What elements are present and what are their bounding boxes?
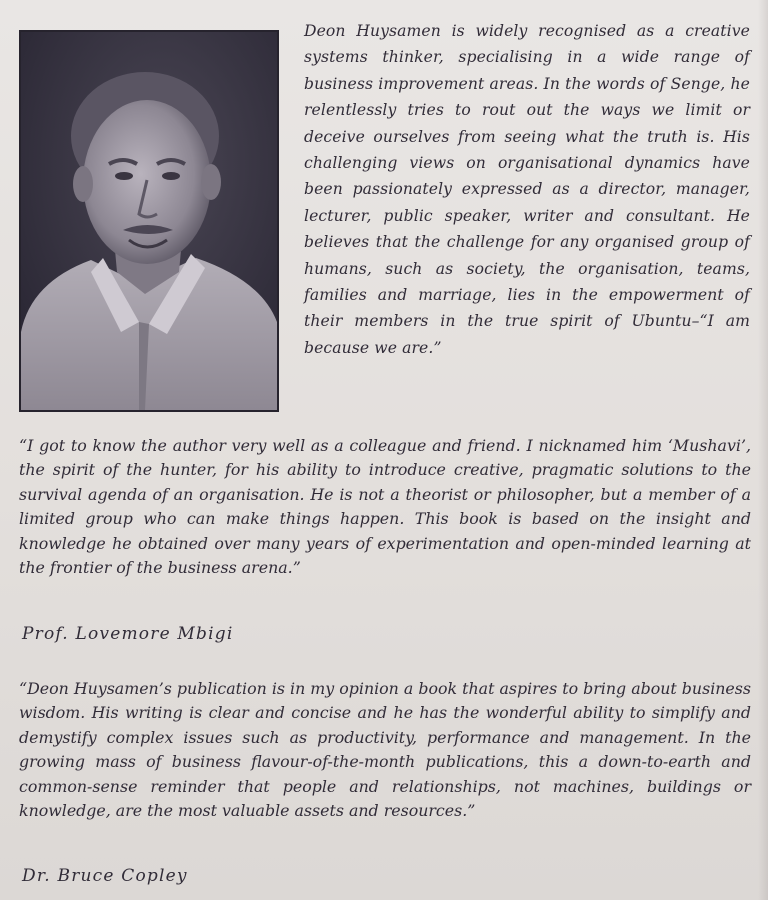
testimonial-quote: “Deon Huysamen’s publication is in my opinion a book that aspires to bring about business wisdom. His writing is clear and concise and he has the wonderful ability to simplify and demystify complex issues such as productivity, performance and management. In the growing mass of business flavour-of-the-month publications, this a down-to-earth and common-sense reminder that people and relationships, not machines, buildings or knowledge, are the most valuable assets and resources.” <box>19 679 751 821</box>
page-edge-shadow <box>758 0 768 900</box>
testimonial-author: Prof. Lovemore Mbigi <box>22 624 234 644</box>
author-bio: Deon Huysamen is widely recognised as a creative systems thinker, specialising in a wide range of business improvement areas. In the words of Senge, he relentlessly tries to rout out the ways we limit or deceive ourselves from seeing what the truth is. His challenging views on organisational dynamics have been passionately expressed as a director, manager, lecturer, public speaker, writer and consultant. He believes that the challenge for any organised group of humans, such as society, the organisation, teams, families and marriage, lies in the empowerment of their members in the true spirit of Ubuntu–“I am because we are.” <box>304 22 750 357</box>
author-photo <box>19 30 279 412</box>
testimonial-quote: “I got to know the author very well as a colleague and friend. I nicknamed him ‘Mushavi’, the spirit of the hunter, for his ability to introduce creative, pragmatic solutions to the survival agenda of an organisation. He is not a theorist or philosopher, but a member of a limited group who can make things happen. This book is based on the insight and knowledge he obtained over many years of experimentation and open-minded learning at the frontier of the business arena.” <box>19 436 751 578</box>
testimonial-author: Dr. Bruce Copley <box>22 866 188 886</box>
author-portrait-image <box>21 32 277 410</box>
